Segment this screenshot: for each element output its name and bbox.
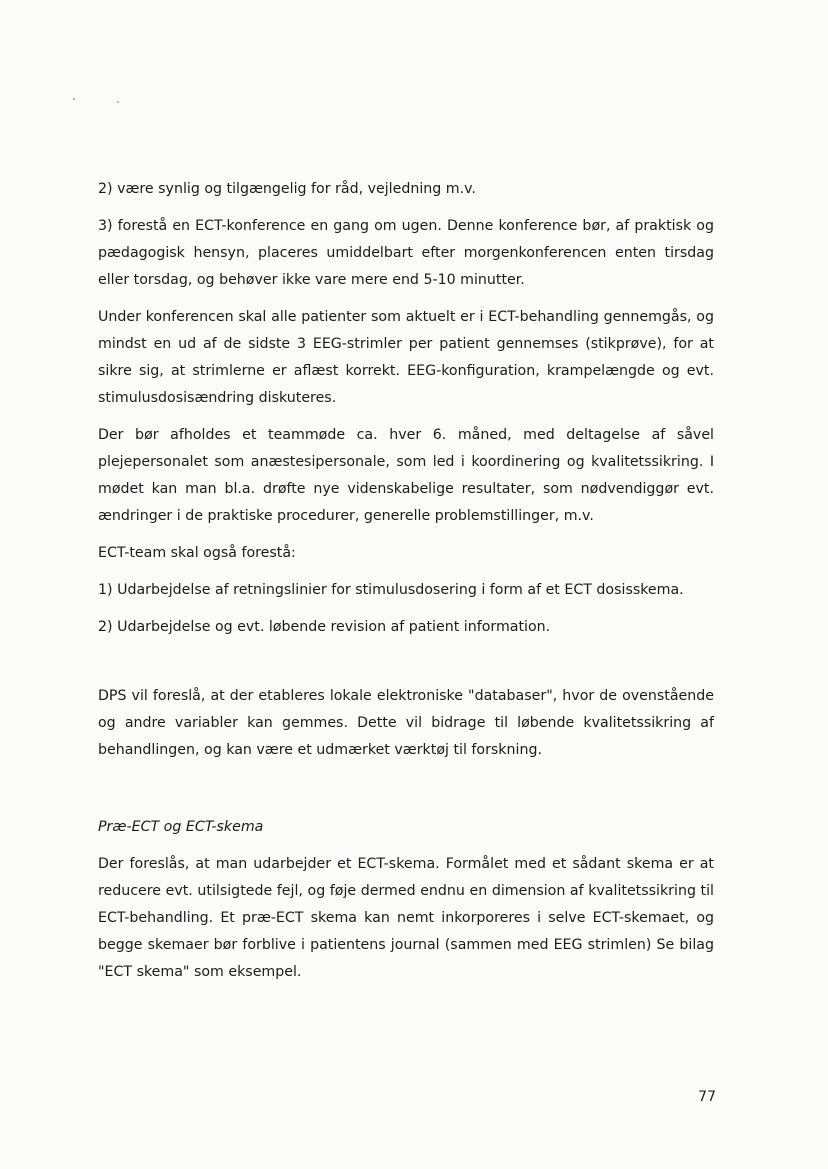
paragraph-team-meeting: Der bør afholdes et teammøde ca. hver 6. måned, med deltagelse af såvel plejepersonalet som anæstesipersonale, som led i koordinering og kvalitetssikring. I mødet kan man bl.a. drøfte nye videnskabelige resultater, som nødvendiggør evt. ændringer i de praktiske procedurer, generelle problemstillinger, m.v. <box>98 427 714 524</box>
paragraph-ect-skema: Der foreslås, at man udarbejder et ECT-skema. Formålet med et sådant skema er at reducere evt. utilsigtede fejl, og føje dermed endnu en dimension af kvalitetssikring til ECT-behandling. Et præ-ECT skema kan nemt inkorporeres i selve ECT-skemaet, og begge skemaer bør forblive i patientens journal (sammen med EEG strimlen) Se bilag "ECT skema" som eksempel. <box>98 856 714 980</box>
paragraph-item-2: 2) være synlig og tilgængelig for råd, vejledning m.v. <box>98 181 476 197</box>
page-body <box>98 176 714 996</box>
paragraph-task-1: 1) Udarbejdelse af retningslinier for stimulusdosering i form af et ECT dosisskema. <box>98 582 684 598</box>
paragraph-conference: Under konferencen skal alle patienter som aktuelt er i ECT-behandling gennemgås, og mindst en ud af de sidste 3 EEG-strimler per patient gennemses (stikprøve), for at sikre sig, at strimlerne er aflæst korrekt. EEG-konfiguration, krampelængde og evt. stimulusdosisændring diskuteres. <box>98 309 714 406</box>
scan-speck <box>73 98 75 100</box>
paragraph-item-3: 3) forestå en ECT-konference en gang om ugen. Denne konference bør, af praktisk og pædagogisk hensyn, placeres umiddelbart efter morgenkonferencen enten tirsdag eller torsdag, og behøver ikke vare mere end 5-10 minutter. <box>98 218 714 288</box>
scan-speck <box>117 101 119 103</box>
section-heading: Præ-ECT og ECT-skema <box>98 819 264 835</box>
paragraph-team-tasks-intro: ECT-team skal også forestå: <box>98 545 296 561</box>
paragraph-dps: DPS vil foreslå, at der etableres lokale elektroniske "databaser", hvor de ovenstående og andre variabler kan gemmes. Dette vil bidrage til løbende kvalitetssikring af behandlingen, og kan være et udmærket værktøj til forskning. <box>98 688 714 758</box>
page-number: 77 <box>698 1089 716 1105</box>
paragraph-task-2: 2) Udarbejdelse og evt. løbende revision af patient information. <box>98 619 551 635</box>
